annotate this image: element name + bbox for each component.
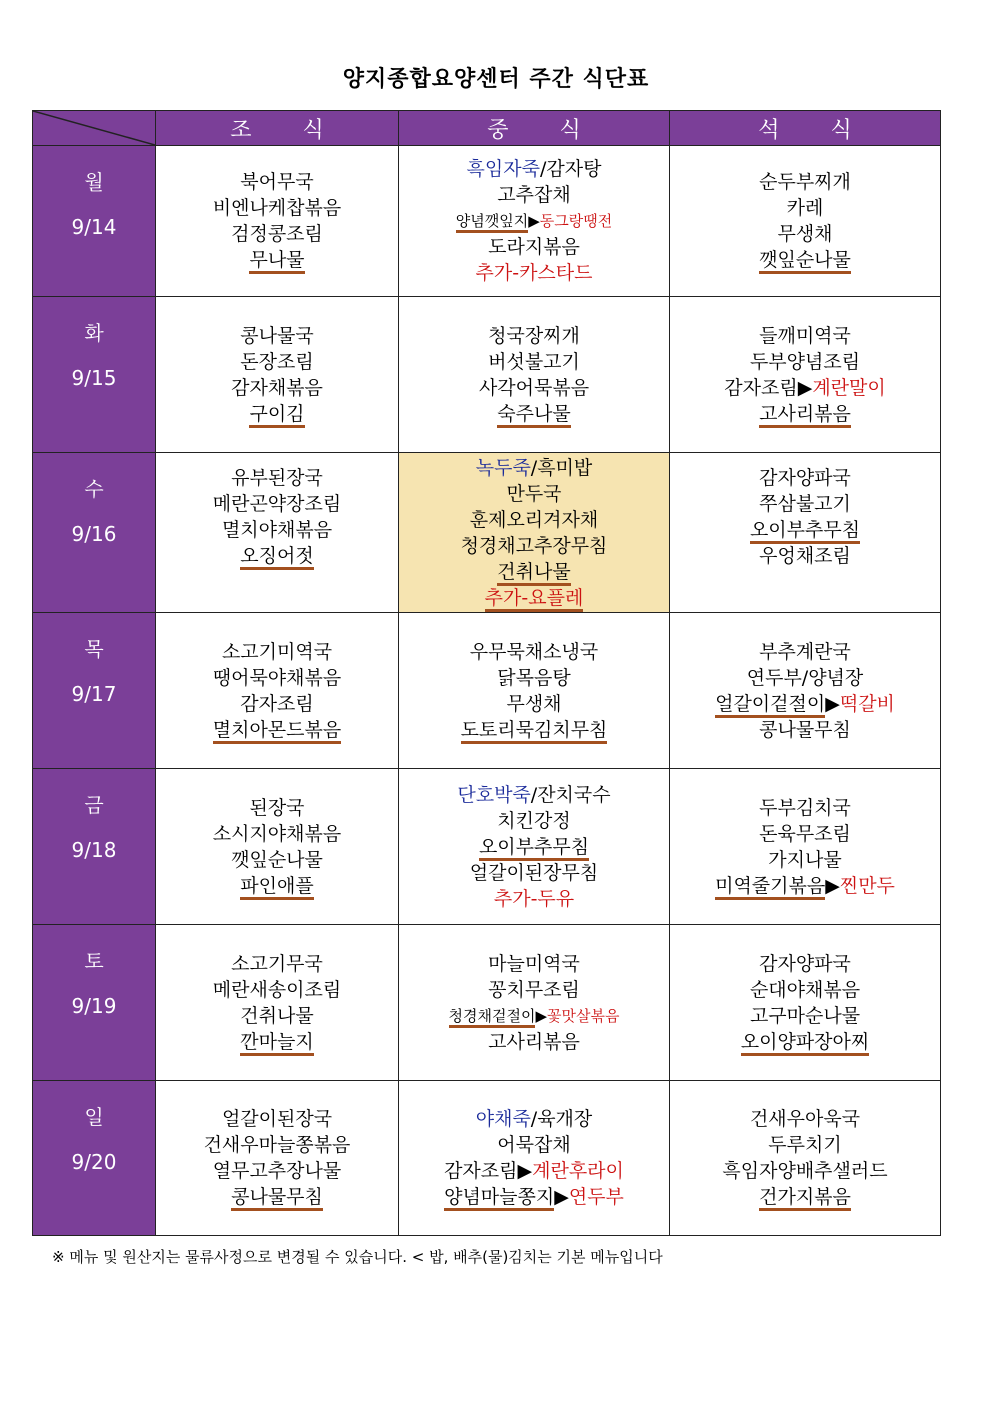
day-cell (33, 613, 156, 769)
page-title: 양지종합요양센터 주간 식단표 (342, 67, 650, 92)
menu-item: 양념마늘쫑지 (444, 1186, 554, 1211)
extra-item: 추가-요플레 (485, 587, 584, 612)
menu-item: 파인애플 (240, 875, 313, 900)
day-date: 9/15 (71, 366, 117, 390)
menu-item: 들깨미역국 (759, 324, 851, 347)
menu-item: 무나물 (249, 249, 304, 274)
menu-item: 순대야채볶음 (749, 978, 861, 1001)
day-cell (33, 297, 156, 453)
dinner-cell (670, 1081, 941, 1236)
substitute-item: 연두부 (568, 1186, 624, 1208)
porridge-item: 녹두죽 (475, 456, 531, 479)
day-date: 9/18 (71, 838, 117, 862)
day-cell (33, 1081, 156, 1236)
menu-item: 청경채겉절이 (449, 1007, 536, 1028)
footnote: ※ 메뉴 및 원산지는 물류사정으로 변경될 수 있습니다. < 밥, 배추(물)김치는 기본 메뉴입니다 (52, 1248, 663, 1266)
menu-item: 쭈삼불고기 (759, 493, 851, 515)
menu-item: 감자양파국 (759, 467, 851, 489)
menu-item: 우엉채조림 (759, 545, 851, 567)
day-date: 9/20 (71, 1150, 117, 1174)
menu-item: 치킨강정 (497, 809, 571, 832)
day-date: 9/16 (71, 522, 117, 546)
menu-item: /육개장 (530, 1108, 593, 1130)
row-saturday (33, 925, 941, 1081)
menu-item: 콩나물무침 (231, 1186, 323, 1211)
menu-item: 건취나물 (497, 561, 570, 586)
substitute-item: 동그랑땡전 (539, 212, 613, 230)
menu-item: 깻잎순나물 (759, 249, 851, 274)
menu-item: 감자조림 (444, 1160, 518, 1182)
menu-item: 무생채 (506, 692, 562, 715)
dinner-cell (670, 297, 941, 453)
extra-item: 추가-두유 (493, 887, 575, 910)
menu-item: 도토리묵김치무침 (461, 719, 608, 744)
substitute-item: 떡갈비 (839, 692, 895, 715)
day-name: 일 (84, 1105, 104, 1129)
day-date: 9/19 (71, 994, 117, 1018)
day-date: 9/14 (71, 215, 117, 239)
menu-item: 미역줄기볶음 (715, 875, 825, 900)
menu-item: 순두부찌개 (759, 171, 851, 193)
menu-item: 얼갈이겉절이 (715, 693, 825, 718)
menu-item: 고사리볶음 (488, 1030, 580, 1053)
row-wednesday (33, 453, 941, 613)
menu-item: 소고기미역국 (221, 640, 333, 663)
day-name: 월 (84, 170, 104, 194)
menu-item: 숙주나물 (497, 403, 570, 428)
lunch-cell (399, 925, 670, 1081)
dinner-cell (670, 453, 941, 613)
menu-item: 건새우마늘쫑볶음 (203, 1134, 351, 1156)
menu-item: 연두부/양념장 (746, 666, 864, 689)
arrow-icon: ▶ (535, 1006, 548, 1025)
substitute-item: 찐만두 (839, 874, 895, 897)
menu-item: 콩나물국 (240, 324, 314, 347)
row-sunday (33, 1081, 941, 1236)
menu-item: 무생채 (777, 223, 833, 245)
menu-item: 구이김 (249, 403, 304, 428)
menu-item: 어묵잡채 (497, 1134, 571, 1156)
corner-cell (33, 111, 156, 146)
menu-item: 고추잡채 (497, 184, 571, 206)
diagonal-line (33, 111, 155, 145)
porridge-item: 야채죽 (475, 1108, 531, 1130)
menu-item: 돈장조림 (240, 350, 314, 373)
menu-item: 감자조림 (724, 376, 798, 399)
lunch-cell (399, 453, 670, 613)
menu-item: 콩나물무침 (759, 718, 851, 741)
menu-item: 깐마늘지 (240, 1031, 313, 1056)
menu-item: 열무고추장나물 (212, 1160, 342, 1182)
lunch-cell (399, 297, 670, 453)
day-name: 금 (84, 793, 104, 817)
dinner-cell (670, 925, 941, 1081)
menu-item: 오이양파장아찌 (741, 1031, 869, 1056)
arrow-icon: ▶ (797, 376, 813, 399)
menu-item: 청경채고추장무침 (460, 534, 608, 557)
menu-item: 오징어젓 (240, 545, 313, 570)
lunch-cell (399, 1081, 670, 1236)
day-cell (33, 453, 156, 613)
arrow-icon: ▶ (554, 1186, 569, 1208)
lunch-cell (399, 146, 670, 297)
arrow-icon: ▶ (825, 874, 840, 897)
arrow-icon: ▶ (825, 692, 840, 715)
menu-item: 땡어묵야채볶음 (212, 666, 342, 689)
day-name: 화 (84, 321, 104, 345)
menu-item: 고구마순나물 (749, 1004, 861, 1027)
menu-item: 가지나물 (768, 848, 842, 871)
dinner-cell (670, 613, 941, 769)
menu-item: 흑임자양배추샐러드 (722, 1160, 888, 1182)
menu-item: 닭목음탕 (497, 666, 571, 689)
menu-item: 양념깻잎지 (456, 212, 528, 233)
menu-item: 마늘미역국 (488, 952, 580, 975)
menu-item: /감자탕 (539, 158, 602, 180)
day-date: 9/17 (71, 682, 117, 706)
extra-item: 추가-카스타드 (475, 262, 593, 284)
substitute-item: 계란말이 (812, 376, 886, 399)
menu-item: 된장국 (249, 796, 305, 819)
menu-item: 소고기무국 (231, 952, 323, 975)
menu-item: /잔치국수 (530, 783, 611, 806)
menu-item: 멸치아몬드볶음 (213, 719, 341, 744)
porridge-item: 흑임자죽 (466, 158, 540, 180)
row-monday (33, 146, 941, 297)
dinner-cell (670, 769, 941, 925)
arrow-icon: ▶ (517, 1160, 533, 1182)
breakfast-cell (156, 146, 399, 297)
breakfast-cell (156, 297, 399, 453)
menu-item: 고사리볶음 (759, 403, 851, 428)
substitute-item: 꽃맛살볶음 (547, 1006, 620, 1025)
menu-item: 검정콩조림 (231, 223, 323, 245)
menu-item: 카레 (786, 197, 824, 219)
column-lunch: 중 식 (399, 111, 670, 146)
menu-item: 감자조림 (240, 692, 314, 715)
menu-item: 얼갈이된장무침 (469, 861, 599, 884)
menu-item: 훈제오리겨자채 (469, 508, 599, 531)
menu-item: 우무묵채소냉국 (469, 640, 599, 663)
menu-item: 두부양념조림 (749, 350, 861, 373)
weekly-menu-table (32, 110, 941, 1236)
menu-item: 얼갈이된장국 (221, 1108, 333, 1130)
menu-item: 메란곤약장조림 (212, 493, 342, 515)
menu-item: 두부김치국 (759, 796, 851, 819)
menu-item: 오이부추무침 (750, 519, 860, 544)
substitute-item: 계란후라이 (532, 1160, 624, 1182)
menu-item: 감자양파국 (759, 952, 851, 975)
menu-item: 멸치야채볶음 (221, 519, 333, 541)
menu-item: 소시지야채볶음 (212, 822, 342, 845)
menu-item: 만두국 (506, 482, 562, 505)
row-friday (33, 769, 941, 925)
day-name: 목 (84, 637, 104, 661)
menu-item: 사각어묵볶음 (478, 376, 590, 399)
menu-item: 메란새송이조림 (212, 978, 342, 1001)
breakfast-cell (156, 769, 399, 925)
menu-item: 돈육무조림 (759, 822, 851, 845)
menu-item: 부추계란국 (759, 640, 851, 663)
breakfast-cell (156, 1081, 399, 1236)
menu-item: /흑미밥 (530, 456, 593, 479)
day-cell (33, 146, 156, 297)
menu-item: 두루치기 (768, 1134, 842, 1156)
menu-item: 깻잎순나물 (231, 848, 323, 871)
menu-item: 유부된장국 (231, 467, 323, 489)
lunch-cell (399, 613, 670, 769)
dinner-cell (670, 146, 941, 297)
day-cell (33, 769, 156, 925)
breakfast-cell (156, 613, 399, 769)
row-tuesday (33, 297, 941, 453)
menu-item: 오이부추무침 (479, 836, 589, 861)
menu-item: 꽁치무조림 (488, 978, 580, 1001)
porridge-item: 단호박죽 (457, 783, 531, 806)
menu-item: 비엔나케찹볶음 (212, 197, 342, 219)
day-name: 토 (84, 949, 104, 973)
menu-item: 도라지볶음 (488, 236, 580, 258)
menu-item: 감자채볶음 (231, 376, 323, 399)
breakfast-cell (156, 925, 399, 1081)
menu-item: 버섯불고기 (488, 350, 580, 373)
day-cell (33, 925, 156, 1081)
arrow-icon: ▶ (528, 212, 540, 230)
menu-item: 건가지볶음 (759, 1186, 851, 1211)
menu-item: 청국장찌개 (488, 324, 580, 347)
breakfast-cell (156, 453, 399, 613)
day-name: 수 (84, 477, 104, 501)
column-breakfast: 조 식 (156, 111, 399, 146)
menu-item: 북어무국 (240, 171, 314, 193)
row-thursday (33, 613, 941, 769)
lunch-cell (399, 769, 670, 925)
menu-item: 건새우아욱국 (749, 1108, 861, 1130)
column-dinner: 석 식 (670, 111, 941, 146)
menu-item: 건취나물 (240, 1004, 314, 1027)
header-row (33, 111, 941, 146)
